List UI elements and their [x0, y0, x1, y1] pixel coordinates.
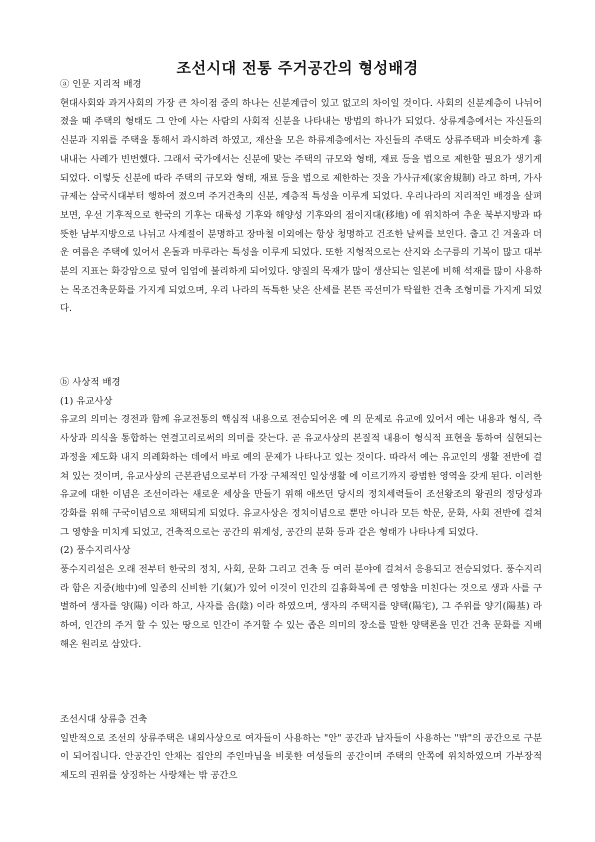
section-c-heading: 조선시대 상류층 건축	[60, 714, 148, 725]
section-b	[60, 374, 542, 655]
subsection-fengshui-heading: (2) 풍수지리사상	[60, 545, 131, 557]
section-c-body: 일반적으로 조선의 상류주택은 내외사상으로 여자들이 사용하는 "안" 공간과 남자들이 사용하는 "밖"의 공간으로 구분이 되어집니다. 안공간인 안채는 집안의 주인마님을 비롯한 여성들의 공간이며 주택의 안쪽에 위치하였으며 가부장적 제도의 권위를 상징하는 사랑채는 밖 공간으	[60, 732, 542, 782]
section-c	[60, 711, 542, 786]
section-a-heading: ⓐ 인문 지리적 배경	[60, 79, 142, 90]
section-a-body: 현대사회와 과거사회의 가장 큰 차이점 중의 하나는 신분계급이 있고 없고의 차이일 것이다. 사회의 신분계층이 나뉘어졌을 때 주택의 형태도 그 안에 사는 사람의 사회적 신분을 나타내는 방법의 하나가 되었다. 상류계층에서는 자신들의 신분과 지위를 주택을 통해서 과시하려 하였고, 재산을 모은 하류계층에서는 자신들의 주택도 상류주택과 비슷하게 흉내내는 사례가 빈번했다. 그래서 국가에서는 신분에 맞는 주택의 규모와 형태, 재료 등을 법으로 제한할 필요가 생기게 되었다. 이렇듯 신분에 따라 주택의 규모와 형태, 재료 등을 법으로 제한하는 것을 가사규제(家舍規制) 라고 하며, 가사규제는 삼국시대부터 행하여 졌으며 주거건축의 신분, 계층적 특성을 이루게 되었다. 우리나라의 지리적인 배경을 살펴보면, 우선 기후적으로 한국의 기후는 대륙성 기후와 해양성 기후와의 점이지대(移地) 에 위치하여 추운 북부지방과 따뜻한 남부지방으로 나뉘고 사계절이 분명하고 장마철 이외에는 항상 청명하고 건조한 날씨를 보인다. 춥고 긴 겨울과 더운 여름은 주택에 있어서 온돌과 마루라는 특성을 이루게 되었다. 또한 지형적으로는 산지와 소구릉의 기복이 많고 대부분의 지표는 화강암으로 덮여 임엄에 불리하게 되어있다. 양질의 목재가 많이 생산되는 일본에 비해 석재를 많이 사용하는 목조건축문화를 가지게 되었으며, 우리 나라의 독특한 낮은 산세를 본뜬 곡선미가 탁월한 건축 조형미를 가지게 되었다.	[60, 97, 542, 315]
document-title: 조선시대 전통 주거공간의 형성배경	[176, 59, 419, 77]
section-b-heading: ⓑ 사상적 배경	[60, 377, 121, 388]
subsection-confucianism-body: 유교의 의미는 경전과 함께 유교전통의 핵심적 내용으로 전승되어온 예 의 문제로 유교에 있어서 예는 내용과 형식, 즉 사상과 의식을 통합하는 연결고리로써의 의미를 갖는다. 곧 유교사상의 본질적 내용이 형식적 표현을 통하여 실현되는 과정을 제도화 내지 의례화하는 데에서 바로 예의 문제가 나타나고 있는 것이다. 따라서 예는 유교인의 생활 전반에 걸쳐 있는 것이며, 유교사상의 근본관념으로부터 가장 구체적인 일상생활 에 이르기까지 광범한 영역을 갖게 된다. 이러한 유교에 대한 이념은 조선이라는 새로운 세상을 만들기 위해 애쓰던 당시의 정치세력들이 조선왕조의 왕권의 정당성과 강화를 위해 구국이념으로 채택되게 되었다. 유교사상은 정치이념으로 뿐만 아니라 모든 학문, 문화, 사회 전반에 걸쳐 그 영향을 미치게 되었고, 건축적으로는 공간의 위계성, 공간의 분화 등과 같은 형태가 나타나게 되었다.	[60, 414, 542, 538]
subsection-confucianism-heading: (1) 유교사상	[60, 395, 113, 407]
section-a	[60, 76, 542, 319]
subsection-fengshui-body: 풍수지리설은 오래 전부터 한국의 정치, 사회, 문화 그리고 건축 등 여러 분야에 걸쳐서 응용되고 전승되었다. 풍수지리라 함은 지중(地中)에 일종의 신비한 기(氣)가 있어 이것이 인간의 길흉화복에 큰 영향을 미친다는 것으로 생과 사를 구별하여 생자를 양(陽) 이라 하고, 사자를 음(陰) 이라 하였으며, 생자의 주택지를 양택(陽宅), 그 주위를 양기(陽基) 라 하여, 인간의 주거 할 수 있는 땅으로 인간이 주거할 수 있는 좁은 의미의 장소를 말한 양택론을 민간 건축 문화를 지배해온 원리로 삼았다.	[60, 564, 542, 650]
